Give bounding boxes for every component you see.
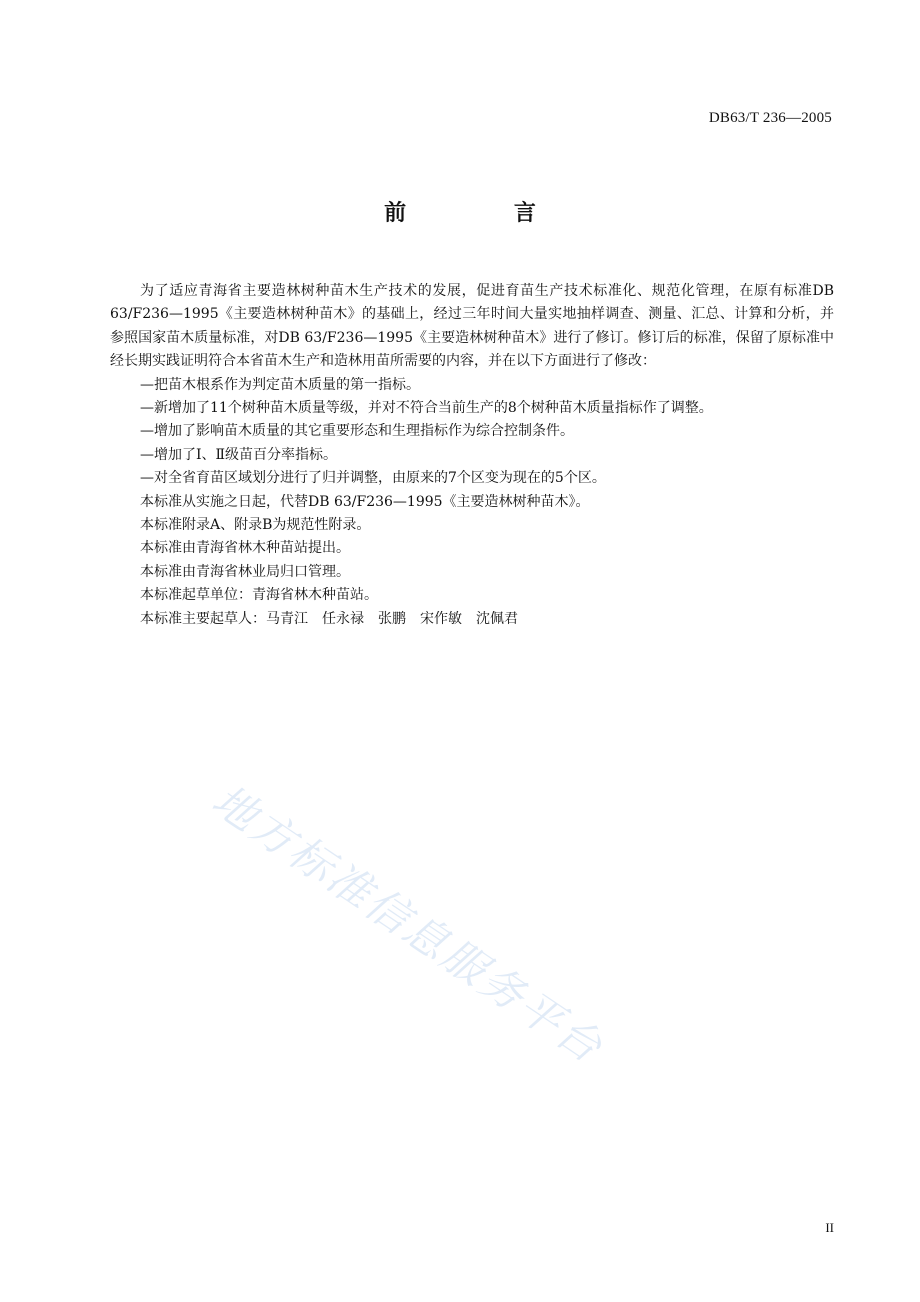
intro-paragraph: 为了适应青海省主要造林树种苗木生产技术的发展，促进育苗生产技术标准化、规范化管理，在原有标准DB 63/F236—1995《主要造林树种苗木》的基础上，经过三年时间大量实地抽样调查、测量、汇总、计算和分析，并参照国家苗木质量标准，对DB 63/F236—1995《主要造林树种苗木》进行了修订。修订后的标准，保留了原标准中经长期实践证明符合本省苗木生产和造林用苗所需要的内容，并在以下方面进行了修改： (110, 283, 834, 370)
statement-management: 本标准由青海省林业局归口管理。 (140, 563, 350, 580)
change-list (110, 374, 834, 491)
change-item: —新增加了11个树种苗木质量等级，并对不符合当前生产的8个树种苗木质量指标作了调整。 (140, 400, 713, 417)
statement-proposer: 本标准由青海省林木种苗站提出。 (140, 540, 350, 557)
page-title: 前 言 (384, 201, 586, 226)
watermark: 地方标准信息服务平台 (203, 775, 613, 1075)
foreword-body (110, 280, 834, 631)
statement-replacement: 本标准从实施之日起，代替DB 63/F236—1995《主要造林树种苗木》。 (140, 493, 590, 510)
document-code: DB63/T 236—2005 (708, 110, 832, 126)
change-item: —把苗木根系作为判定苗木质量的第一指标。 (140, 376, 420, 393)
statement-list (110, 491, 834, 631)
change-item: —增加了影响苗木质量的其它重要形态和生理指标作为综合控制条件。 (140, 423, 574, 440)
change-item: —增加了Ⅰ、Ⅱ级苗百分率指标。 (140, 446, 338, 463)
change-item: —对全省育苗区域划分进行了归并调整，由原来的7个区变为现在的5个区。 (140, 470, 606, 487)
statement-drafters: 本标准主要起草人：马青江 任永禄 张鹏 宋作敏 沈佩君 (140, 610, 518, 627)
statement-drafting-unit: 本标准起草单位：青海省林木种苗站。 (140, 587, 378, 604)
page-number: II (825, 1220, 834, 1235)
statement-annex: 本标准附录A、附录B为规范性附录。 (140, 517, 371, 534)
